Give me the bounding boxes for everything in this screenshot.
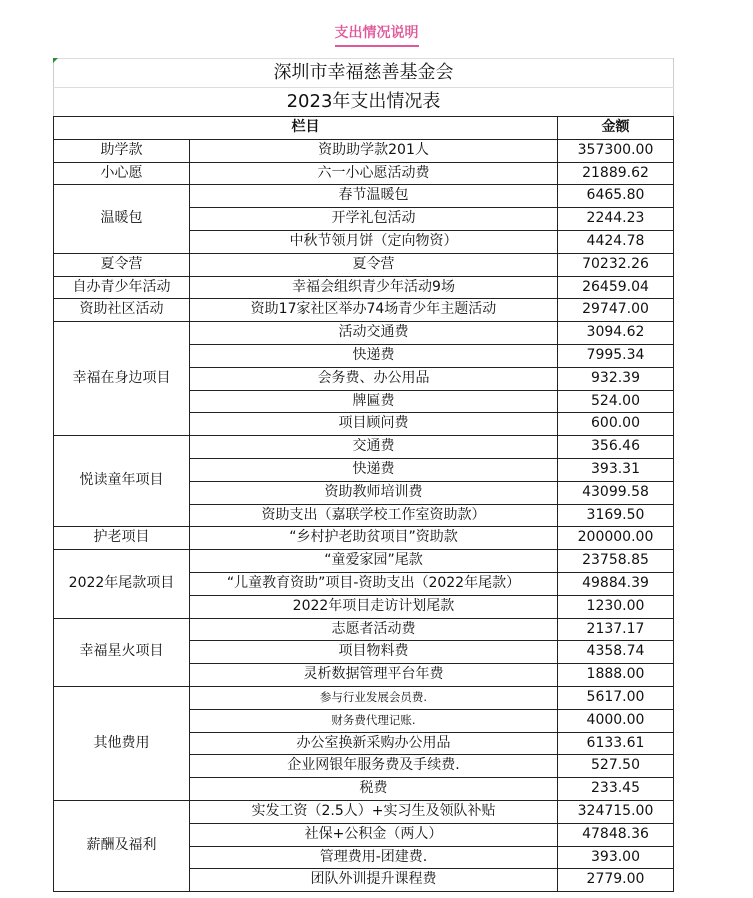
amount-cell: 4424.78 [558, 230, 674, 253]
category-cell: 其他费用 [54, 686, 190, 800]
amount-cell: 357300.00 [558, 139, 674, 162]
item-cell: 会务费、办公用品 [190, 367, 558, 390]
item-cell: “儿童教育资助”项目-资助支出（2022年尾款） [190, 572, 558, 595]
amount-cell: 7995.34 [558, 344, 674, 367]
item-cell: “童爱家园”尾款 [190, 550, 558, 573]
item-cell: “乡村护老助贫项目”资助款 [190, 527, 558, 550]
table-row [54, 299, 674, 322]
category-cell: 自办青少年活动 [54, 276, 190, 299]
item-cell: 资助17家社区举办74场青少年主题活动 [190, 299, 558, 322]
table-row [54, 436, 674, 459]
item-cell: 资助教师培训费 [190, 481, 558, 504]
item-cell: 2022年项目走访计划尾款 [190, 595, 558, 618]
item-cell: 灵析数据管理平台年费 [190, 664, 558, 687]
item-cell: 参与行业发展会员费. [190, 686, 558, 709]
item-cell: 资助支出（嘉联学校工作室资助款） [190, 504, 558, 527]
category-cell: 幸福在身边项目 [54, 322, 190, 436]
amount-cell: 527.50 [558, 755, 674, 778]
item-cell: 实发工资（2.5人）+实习生及领队补贴 [190, 800, 558, 823]
item-cell: 社保+公积金（两人） [190, 823, 558, 846]
item-cell: 财务费代理记账. [190, 709, 558, 732]
item-cell: 办公室换新采购办公用品 [190, 732, 558, 755]
amount-cell: 4358.74 [558, 641, 674, 664]
amount-cell: 4000.00 [558, 709, 674, 732]
amount-cell: 23758.85 [558, 550, 674, 573]
amount-cell: 70232.26 [558, 253, 674, 276]
category-cell: 幸福星火项目 [54, 618, 190, 686]
header-item: 栏目 [54, 117, 558, 140]
item-cell: 开学礼包活动 [190, 208, 558, 231]
category-cell: 薪酬及福利 [54, 800, 190, 891]
item-cell: 团队外训提升课程费 [190, 869, 558, 892]
amount-cell: 1230.00 [558, 595, 674, 618]
item-cell: 春节温暖包 [190, 185, 558, 208]
amount-cell: 393.00 [558, 846, 674, 869]
amount-cell: 524.00 [558, 390, 674, 413]
item-cell: 项目顾问费 [190, 413, 558, 436]
expense-table-wrapper [53, 58, 673, 892]
amount-cell: 6133.61 [558, 732, 674, 755]
amount-cell: 2244.23 [558, 208, 674, 231]
amount-cell: 3169.50 [558, 504, 674, 527]
table-row [54, 527, 674, 550]
amount-cell: 21889.62 [558, 162, 674, 185]
table-row [54, 276, 674, 299]
table-row [54, 185, 674, 208]
item-cell: 活动交通费 [190, 322, 558, 345]
item-cell: 牌匾费 [190, 390, 558, 413]
item-cell: 快递费 [190, 344, 558, 367]
item-cell: 快递费 [190, 458, 558, 481]
item-cell: 中秋节领月饼（定向物资） [190, 230, 558, 253]
amount-cell: 5617.00 [558, 686, 674, 709]
table-row [54, 253, 674, 276]
amount-cell: 356.46 [558, 436, 674, 459]
amount-cell: 393.31 [558, 458, 674, 481]
table-title: 2023年支出情况表 [54, 88, 674, 117]
category-cell: 温暖包 [54, 185, 190, 253]
item-cell: 六一小心愿活动费 [190, 162, 558, 185]
section-title: 支出情况说明 [335, 22, 419, 47]
category-cell: 夏令营 [54, 253, 190, 276]
amount-cell: 932.39 [558, 367, 674, 390]
amount-cell: 29747.00 [558, 299, 674, 322]
amount-cell: 600.00 [558, 413, 674, 436]
item-cell: 夏令营 [190, 253, 558, 276]
amount-cell: 2779.00 [558, 869, 674, 892]
amount-cell: 26459.04 [558, 276, 674, 299]
amount-cell: 6465.80 [558, 185, 674, 208]
header-amount: 金额 [558, 117, 674, 140]
item-cell: 资助助学款201人 [190, 139, 558, 162]
amount-cell: 47848.36 [558, 823, 674, 846]
table-row [54, 322, 674, 345]
table-title-row [54, 88, 674, 117]
amount-cell: 1888.00 [558, 664, 674, 687]
table-row [54, 162, 674, 185]
amount-cell: 200000.00 [558, 527, 674, 550]
expense-table [53, 58, 674, 892]
category-cell: 护老项目 [54, 527, 190, 550]
table-row [54, 618, 674, 641]
amount-cell: 2137.17 [558, 618, 674, 641]
amount-cell: 233.45 [558, 778, 674, 801]
category-cell: 资助社区活动 [54, 299, 190, 322]
org-title-row [54, 59, 674, 88]
item-cell: 幸福会组织青少年活动9场 [190, 276, 558, 299]
item-cell: 项目物料费 [190, 641, 558, 664]
category-cell: 小心愿 [54, 162, 190, 185]
table-row [54, 686, 674, 709]
category-cell: 助学款 [54, 139, 190, 162]
amount-cell: 3094.62 [558, 322, 674, 345]
page-header [0, 22, 753, 47]
category-cell: 2022年尾款项目 [54, 550, 190, 618]
table-row [54, 550, 674, 573]
table-row [54, 800, 674, 823]
item-cell: 税费 [190, 778, 558, 801]
table-header-row [54, 117, 674, 140]
item-cell: 企业网银年服务费及手续费. [190, 755, 558, 778]
cell-corner-marker [53, 58, 58, 63]
table-row [54, 139, 674, 162]
item-cell: 志愿者活动费 [190, 618, 558, 641]
org-name: 深圳市幸福慈善基金会 [54, 59, 674, 88]
item-cell: 交通费 [190, 436, 558, 459]
amount-cell: 43099.58 [558, 481, 674, 504]
item-cell: 管理费用-团建费. [190, 846, 558, 869]
amount-cell: 324715.00 [558, 800, 674, 823]
category-cell: 悦读童年项目 [54, 436, 190, 527]
amount-cell: 49884.39 [558, 572, 674, 595]
